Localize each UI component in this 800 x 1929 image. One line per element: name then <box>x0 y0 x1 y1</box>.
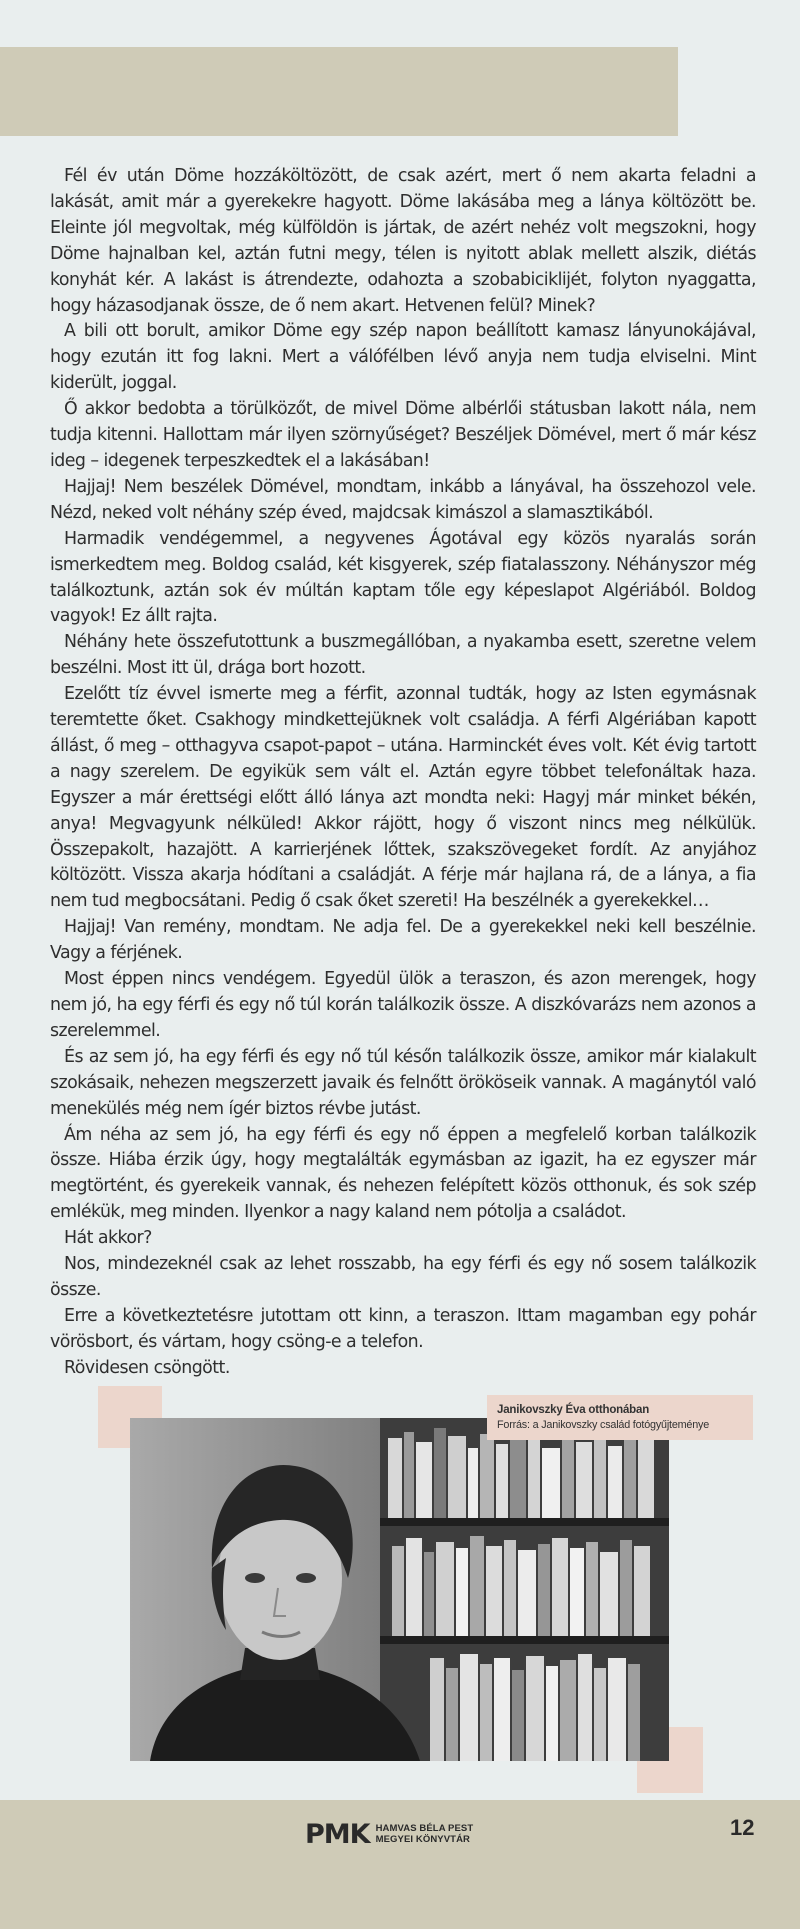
paragraph: Ám néha az sem jó, ha egy férfi és egy nő éppen a megfelelő korban találkozik össze. Hiába érzik úgy, hogy megtalálták egymásban az igazit, ha ez egyszer már megtörtént, és gyerekeik vannak, és nehezen felépített közös otthonuk, és sok szép emlékük, meg minden. Ilyenkor a nagy kaland nem pótolja a családot. <box>50 1124 756 1223</box>
portrait-photo <box>130 1418 669 1761</box>
page-number: 12 <box>730 1815 755 1840</box>
header-band <box>0 47 678 136</box>
article-body <box>50 164 756 1382</box>
paragraph: És az sem jó, ha egy férfi és egy nő túl későn találkozik össze, amikor már kialakult szokásaik, nehezen megszerzett javaik és felnőtt örököseik vannak. A magánytól való menekülés még nem ígér biztos révbe jutást. <box>50 1046 756 1119</box>
caption-source: Forrás: a Janikovszky család fotógyűjteménye <box>497 1419 710 1431</box>
paragraph: Rövidesen csöngött. <box>64 1357 230 1378</box>
paragraph: Hajjaj! Nem beszélek Dömével, mondtam, inkább a lányával, ha összehozol vele. Nézd, neked volt néhány szép éved, majdcsak kimászol a slamasztikából. <box>50 476 756 523</box>
paragraph: Fél év után Döme hozzáköltözött, de csak azért, mert ő nem akarta feladni a lakását, amit már a gyerekekre hagyott. Döme lakásába meg a lánya költözött be. Eleinte jól megvoltak, még külföldön is jártak, de azért nehéz volt megszokni, hogy Döme hajnalban kel, aztán futni megy, télen is nyitott ablak mellett alszik, diétás konyhát kér. A lakást is átrendezte, odahozta a szobabiciklijét, folyton nyaggatta, hogy házasodjanak össze, de ő nem akart. Hetvenen felül? Minek? <box>50 166 756 316</box>
logo-text <box>376 1823 474 1845</box>
paragraph: Erre a következtetésre jutottam ott kinn, a teraszon. Ittam magamban egy pohár vörösbort, és vártam, hogy csöng-e a telefon. <box>50 1305 756 1352</box>
photo-caption <box>487 1395 753 1440</box>
paragraph: Ezelőtt tíz évvel ismerte meg a férfit, azonnal tudták, hogy az Isten egymásnak teremtette őket. Csakhogy mindkettejüknek volt családja. A férfi Algériában kapott állást, ő meg – otthagyva csapot-papot – utána. Harminckét éves volt. Két évig tartott a nagy szerelem. De egyikük sem vált el. Aztán egyre többet telefonáltak haza. Egyszer a már érettségi előtt álló lánya azt mondta neki: Hagyj már minket békén, anya! Megvagyunk nélküled! Akkor rájött, hogy ő viszont nincs meg nélkülük. Összepakolt, hazajött. A karrierjének lőttek, szakszövegeket fordít. Az anyjához költözött. Vissza akarja hódítani a családját. A férje már hajlana rá, de a lánya, a fia nem tud megbocsátani. Pedig ő csak őket szereti! Ha beszélnék a gyerekekkel… <box>50 684 756 912</box>
paragraph: Ő akkor bedobta a törülközőt, de mivel Döme albérlői státusban lakott nála, nem tudja kitenni. Hallottam már ilyen szörnyűséget? Beszéljek Dömével, mert ő már kész ideg – idegenek terpeszkedtek el a lakásában! <box>50 399 756 471</box>
paragraph: Néhány hete összefutottunk a buszmegállóban, a nyakamba esett, szeretne velem beszélni. Most itt ül, drága bort hozott. <box>50 632 756 679</box>
caption-title: Janikovszky Éva otthonában <box>497 1404 650 1416</box>
paragraph: Harmadik vendégemmel, a negyvenes Ágotával egy közös nyaralás során ismerkedtem meg. Boldog család, két kisgyerek, szép fiatalasszony. Néhányszor még találkoztunk, aztán sok év múltán kaptam tőle egy képeslapot Algériából. Boldog vagyok! Ez állt rajta. <box>50 528 756 627</box>
logo-line: HAMVAS BÉLA PEST <box>375 1823 474 1834</box>
paragraph: Hajjaj! Van remény, mondtam. Ne adja fel. De a gyerekekkel neki kell beszélnie. Vagy a férjének. <box>50 917 756 964</box>
library-logo <box>305 1819 473 1849</box>
logo-mark: PMK <box>305 1818 370 1850</box>
paragraph: Hát akkor? <box>64 1228 152 1249</box>
logo-line: MEGYEI KÖNYVTÁR <box>375 1834 470 1845</box>
paragraph: A bili ott borult, amikor Döme egy szép napon beállított kamasz lányunokájával, hogy ezután itt fog lakni. Mert a válófélben lévő anyja nem tudja elviselni. Mint kiderült, joggal. <box>50 321 756 394</box>
paragraph: Nos, mindezeknél csak az lehet rosszabb, ha egy férfi és egy nő sosem találkozik össze. <box>50 1254 756 1300</box>
portrait-photo-illustration <box>130 1418 669 1761</box>
paragraph: Most éppen nincs vendégem. Egyedül ülök a teraszon, és azon merengek, hogy nem jó, ha egy férfi és egy nő túl korán találkozik össze. A diszkóvarázs nem azonos a szerelemmel. <box>50 969 756 1041</box>
